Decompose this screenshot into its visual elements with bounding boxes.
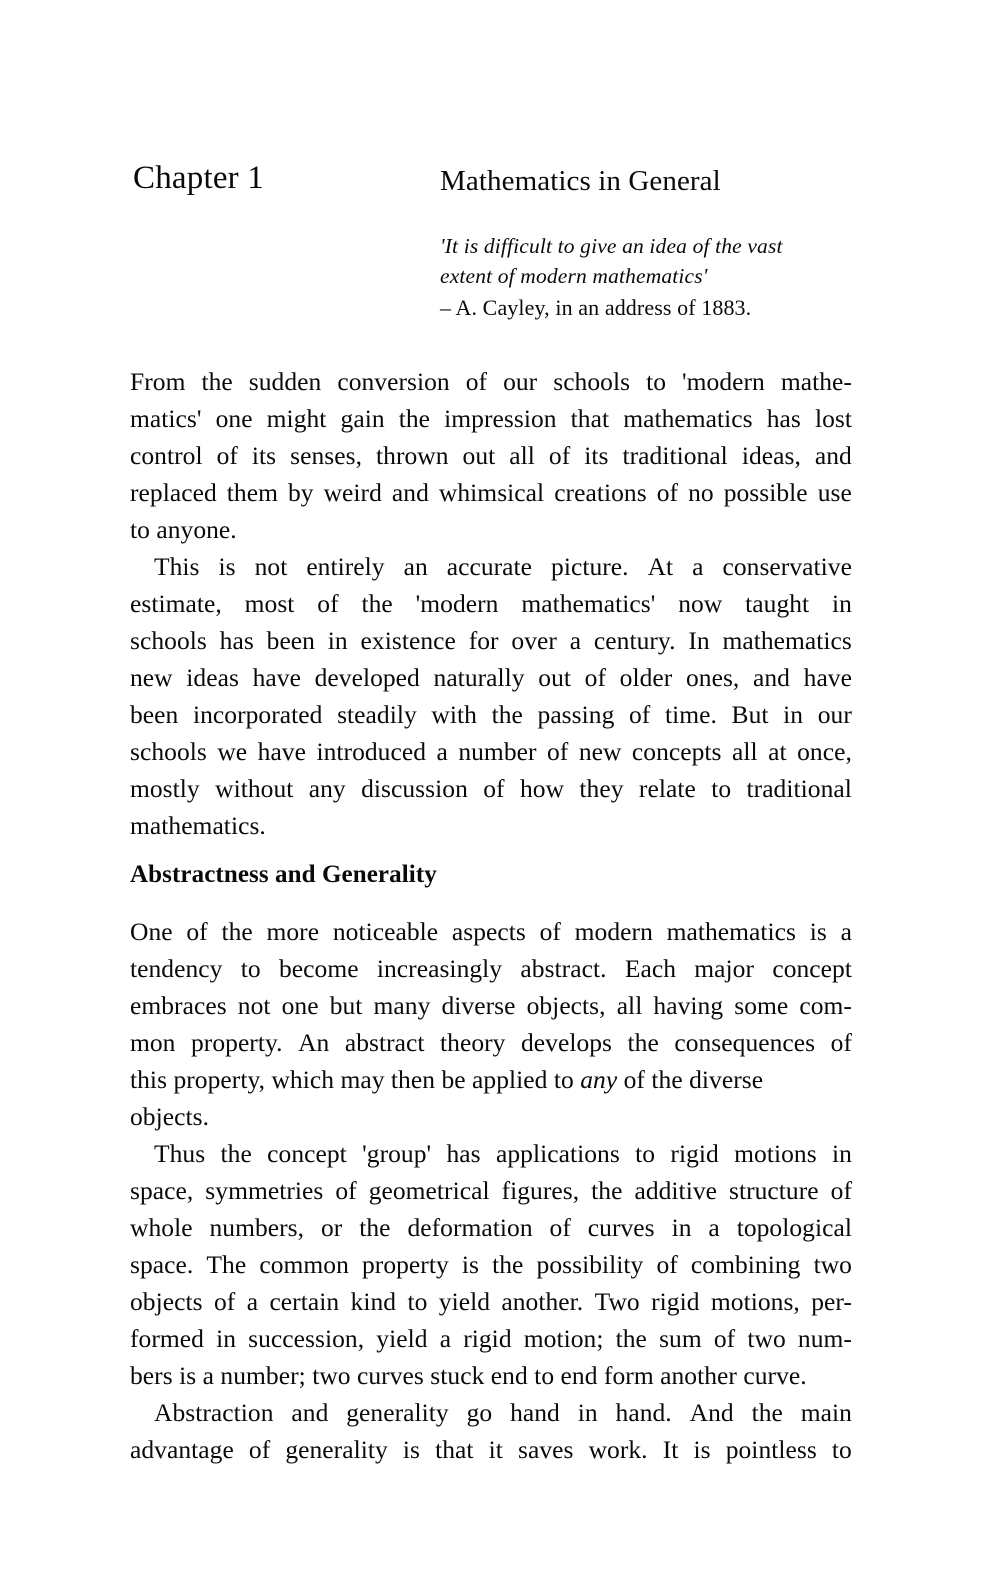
text-word: abstract bbox=[344, 1028, 425, 1057]
text-word: new bbox=[578, 737, 622, 766]
text-word: number bbox=[458, 737, 537, 766]
text-word: and bbox=[814, 441, 852, 470]
text-word: and bbox=[753, 663, 790, 692]
text-word: num- bbox=[797, 1324, 852, 1353]
epigraph-attribution: – A. Cayley, in an address of 1883. bbox=[440, 295, 752, 320]
text-word: them bbox=[226, 478, 278, 507]
text-word: to bbox=[711, 774, 732, 803]
text-word: And bbox=[689, 1398, 734, 1427]
text-word: property bbox=[361, 1250, 449, 1279]
paragraph bbox=[130, 548, 852, 844]
text-word: motions bbox=[734, 1139, 817, 1168]
text-word: space, bbox=[130, 1176, 194, 1205]
text-word: advantage bbox=[130, 1435, 234, 1464]
text-word: 'modern bbox=[415, 589, 499, 618]
text-word: One bbox=[130, 917, 173, 946]
text-word: abstract. bbox=[520, 954, 607, 983]
text-word: with bbox=[431, 700, 477, 729]
text-word: ideas bbox=[186, 663, 239, 692]
text-word: main bbox=[800, 1398, 852, 1427]
text-word: the bbox=[615, 1324, 647, 1353]
text-word: has bbox=[766, 404, 801, 433]
text-word: been bbox=[130, 700, 179, 729]
text-word: in bbox=[577, 1398, 598, 1427]
text-word: of bbox=[547, 737, 569, 766]
text-word: But bbox=[731, 700, 769, 729]
text-word: our bbox=[817, 700, 852, 729]
text-line bbox=[130, 363, 852, 400]
text-word: the bbox=[359, 1213, 391, 1242]
text-word: incorporated bbox=[192, 700, 323, 729]
text-word: it bbox=[488, 1435, 503, 1464]
text-word: mon bbox=[130, 1028, 176, 1057]
text-word: traditional bbox=[622, 441, 728, 470]
text-word: of bbox=[539, 917, 561, 946]
text-word: mathematics bbox=[623, 404, 753, 433]
body-text-lower bbox=[130, 913, 852, 1468]
text-line: bers is a number; two curves stuck end to end form another curve. bbox=[130, 1361, 807, 1390]
text-word: concepts bbox=[631, 737, 722, 766]
text-word: schools bbox=[553, 367, 631, 396]
text-word: theory bbox=[440, 1028, 506, 1057]
text-word: schools bbox=[130, 626, 207, 655]
text-word: ones, bbox=[685, 663, 740, 692]
text-word: major bbox=[694, 954, 755, 983]
text-line: mathematics. bbox=[130, 811, 266, 840]
text-line: objects. bbox=[130, 1102, 210, 1131]
text-word: that bbox=[570, 404, 610, 433]
text-word: whole bbox=[130, 1213, 193, 1242]
text-line bbox=[130, 1283, 852, 1320]
text-word: geometrical bbox=[368, 1176, 490, 1205]
text-word: existence bbox=[360, 626, 456, 655]
text-word: many bbox=[373, 991, 431, 1020]
text-word: thrown bbox=[376, 441, 449, 470]
text-word: aspects bbox=[451, 917, 526, 946]
text-word: creations bbox=[554, 478, 647, 507]
text-word: rigid bbox=[670, 1139, 719, 1168]
text-word: of bbox=[548, 441, 571, 470]
text-word: of bbox=[335, 1176, 357, 1205]
text-word: In bbox=[688, 626, 710, 655]
text-word: of bbox=[186, 917, 208, 946]
page-title: Mathematics in General bbox=[440, 165, 721, 197]
text-word: schools bbox=[130, 737, 207, 766]
text-word: any bbox=[308, 774, 346, 803]
text-word: hand. bbox=[615, 1398, 672, 1427]
text-word: impression bbox=[444, 404, 557, 433]
text-word: an bbox=[403, 552, 428, 581]
text-word: entirely bbox=[306, 552, 385, 581]
text-line bbox=[154, 548, 852, 585]
text-word: go bbox=[466, 1398, 493, 1427]
text-line bbox=[130, 1024, 852, 1061]
text-word: mathematics bbox=[666, 917, 797, 946]
text-word: and bbox=[391, 478, 429, 507]
text-word: naturally bbox=[433, 663, 525, 692]
text-word: diverse bbox=[441, 991, 516, 1020]
text-word: increasingly bbox=[376, 954, 503, 983]
text-word: kind bbox=[350, 1287, 397, 1316]
text-word: consequences bbox=[674, 1028, 816, 1057]
text-word: without bbox=[215, 774, 294, 803]
text-word: curves bbox=[587, 1213, 655, 1242]
text-word: of bbox=[830, 1176, 852, 1205]
text-word: is bbox=[693, 1435, 711, 1464]
text-word: one bbox=[281, 991, 319, 1020]
text-word: the bbox=[221, 917, 253, 946]
text-line bbox=[154, 1394, 852, 1431]
text-line bbox=[130, 987, 852, 1024]
text-word: control bbox=[130, 441, 203, 470]
text-word: concept bbox=[267, 1139, 347, 1168]
text-word: mathe- bbox=[780, 367, 852, 396]
text-word: picture. bbox=[551, 552, 629, 581]
chapter-label: Chapter 1 bbox=[133, 160, 265, 196]
text-word: develops bbox=[520, 1028, 613, 1057]
text-word: traditional bbox=[746, 774, 852, 803]
body-text-upper bbox=[130, 363, 852, 844]
text-word: two bbox=[813, 1250, 852, 1279]
text-word: its bbox=[251, 441, 277, 470]
text-word: a bbox=[708, 1213, 720, 1242]
text-word: property. bbox=[191, 1028, 283, 1057]
text-word: noticeable bbox=[332, 917, 439, 946]
text-word: whimsical bbox=[438, 478, 545, 507]
text-word: most bbox=[244, 589, 295, 618]
text-word: concept bbox=[772, 954, 852, 983]
text-word: rigid bbox=[651, 1287, 700, 1316]
text-word: by bbox=[287, 478, 314, 507]
text-word: estimate, bbox=[130, 589, 222, 618]
paragraph bbox=[130, 1394, 852, 1468]
text-word: to bbox=[635, 1139, 656, 1168]
text-word: all bbox=[509, 441, 535, 470]
text-word: pointless bbox=[725, 1435, 817, 1464]
epigraph-block bbox=[440, 231, 860, 323]
text-line bbox=[154, 1135, 852, 1172]
text-word: embraces bbox=[130, 991, 227, 1020]
text-word: to bbox=[240, 954, 261, 983]
text-word: applications bbox=[495, 1139, 620, 1168]
text-word: new bbox=[130, 663, 173, 692]
text-word: space. bbox=[130, 1250, 194, 1279]
text-word: Two bbox=[594, 1287, 640, 1316]
text-word: It bbox=[662, 1435, 679, 1464]
text-line bbox=[130, 400, 852, 437]
text-word: saves bbox=[518, 1435, 574, 1464]
text-word: use bbox=[817, 478, 852, 507]
text-word: of bbox=[465, 367, 488, 396]
text-word: is bbox=[218, 552, 236, 581]
text-word: generality bbox=[346, 1398, 449, 1427]
text-word: older bbox=[619, 663, 673, 692]
text-word: sudden bbox=[248, 367, 322, 396]
text-word: another. bbox=[501, 1287, 584, 1316]
text-word: all bbox=[732, 737, 758, 766]
text-word: of bbox=[830, 1028, 852, 1057]
text-word: numbers, bbox=[209, 1213, 305, 1242]
text-line bbox=[130, 1431, 852, 1468]
text-line bbox=[130, 437, 852, 474]
text-word: senses, bbox=[290, 441, 363, 470]
text-word: modern bbox=[574, 917, 653, 946]
text-word: been bbox=[266, 626, 315, 655]
text-word: over bbox=[511, 626, 557, 655]
text-line bbox=[130, 770, 852, 807]
text-word: ideas, bbox=[741, 441, 801, 470]
text-word: no bbox=[688, 478, 714, 507]
paragraph bbox=[130, 363, 852, 548]
text-line bbox=[130, 1246, 852, 1283]
text-word: the bbox=[361, 589, 393, 618]
text-word: two bbox=[747, 1324, 786, 1353]
text-word: The bbox=[206, 1250, 247, 1279]
text-word: conservative bbox=[722, 552, 852, 581]
text-word: possible bbox=[723, 478, 808, 507]
text-word: the bbox=[398, 404, 431, 433]
text-line bbox=[130, 585, 852, 622]
text-word: out bbox=[462, 441, 496, 470]
text-word: common bbox=[259, 1250, 349, 1279]
text-word: that bbox=[435, 1435, 474, 1464]
text-word: mathematics' bbox=[521, 589, 656, 618]
text-word: topological bbox=[736, 1213, 852, 1242]
text-line bbox=[130, 1209, 852, 1246]
text-word: generality bbox=[285, 1435, 388, 1464]
text-line bbox=[130, 1320, 852, 1357]
text-word: now bbox=[678, 589, 723, 618]
text-word: of bbox=[713, 1324, 736, 1353]
text-word: 'group' bbox=[362, 1139, 432, 1168]
text-word: the bbox=[201, 367, 233, 396]
text-word: how bbox=[519, 774, 565, 803]
text-word: have bbox=[252, 663, 301, 692]
text-word: the bbox=[751, 1398, 783, 1427]
text-word: gain bbox=[340, 404, 385, 433]
text-word: introduced bbox=[316, 737, 427, 766]
text-word: objects bbox=[130, 1287, 203, 1316]
text-word: is bbox=[402, 1435, 420, 1464]
text-word: steadily bbox=[337, 700, 417, 729]
text-word: have bbox=[257, 737, 306, 766]
text-word: lost bbox=[814, 404, 852, 433]
text-word: our bbox=[503, 367, 538, 396]
text-word: to bbox=[646, 367, 667, 396]
text-word: a bbox=[246, 1287, 259, 1316]
text-word: a bbox=[840, 917, 852, 946]
text-word: mathematics bbox=[722, 626, 852, 655]
text-word: This bbox=[154, 552, 200, 581]
text-word: all bbox=[616, 991, 643, 1020]
text-word: additive bbox=[634, 1176, 717, 1205]
text-word: Abstraction bbox=[154, 1398, 274, 1427]
text-word: have bbox=[803, 663, 852, 692]
text-line bbox=[130, 950, 852, 987]
text-word: the bbox=[492, 1250, 524, 1279]
text-word: taught bbox=[745, 589, 810, 618]
text-word: in bbox=[216, 1324, 237, 1353]
text-word: of bbox=[213, 1287, 236, 1316]
text-word: developed bbox=[314, 663, 420, 692]
epigraph-quote-line: 'It is difficult to give an idea of the vast bbox=[440, 234, 783, 258]
text-word: replaced bbox=[130, 478, 217, 507]
text-word: relate bbox=[638, 774, 696, 803]
text-word: we bbox=[217, 737, 248, 766]
text-word: combining bbox=[690, 1250, 801, 1279]
text-word: formed bbox=[130, 1324, 204, 1353]
text-word: its bbox=[584, 441, 609, 470]
text-word: From bbox=[130, 367, 186, 396]
text-word: a bbox=[436, 737, 448, 766]
text-word: is bbox=[461, 1250, 479, 1279]
text-word: motions, bbox=[710, 1287, 800, 1316]
text-word: has bbox=[446, 1139, 481, 1168]
text-word: of bbox=[656, 1250, 678, 1279]
text-word: become bbox=[278, 954, 359, 983]
text-word: in bbox=[327, 626, 348, 655]
text-word: some bbox=[734, 991, 789, 1020]
text-word: has bbox=[219, 626, 254, 655]
text-word: the bbox=[627, 1028, 659, 1057]
text-word: the bbox=[491, 700, 523, 729]
text-word: in bbox=[832, 1139, 852, 1168]
text-line bbox=[130, 733, 852, 770]
text-line: to anyone. bbox=[130, 515, 237, 544]
text-word: the bbox=[220, 1139, 252, 1168]
text-word: yield bbox=[438, 1287, 491, 1316]
text-word: not bbox=[254, 552, 288, 581]
text-word: conversion bbox=[337, 367, 450, 396]
text-word: of bbox=[549, 1213, 571, 1242]
text-word: time. bbox=[664, 700, 717, 729]
text-line: this property, which may then be applied to any of the diverse bbox=[130, 1065, 764, 1094]
text-word: of bbox=[248, 1435, 271, 1464]
text-line bbox=[130, 474, 852, 511]
text-word: hand bbox=[510, 1398, 560, 1427]
text-word: having bbox=[653, 991, 724, 1020]
text-word: in bbox=[671, 1213, 692, 1242]
text-word: more bbox=[266, 917, 320, 946]
text-word: weird bbox=[323, 478, 382, 507]
text-word: Thus bbox=[154, 1139, 206, 1168]
text-word: of bbox=[483, 774, 505, 803]
text-word: passing bbox=[537, 700, 615, 729]
text-word: deformation bbox=[407, 1213, 533, 1242]
epigraph-quote-line: extent of modern mathematics' bbox=[440, 264, 708, 288]
section-heading: Abstractness and Generality bbox=[130, 861, 437, 888]
text-line bbox=[130, 696, 852, 733]
text-word: Each bbox=[624, 954, 676, 983]
text-word: is bbox=[809, 917, 827, 946]
text-word: figures, bbox=[501, 1176, 580, 1205]
text-word: tendency bbox=[130, 954, 223, 983]
text-word: matics' bbox=[130, 404, 202, 433]
text-word: discussion bbox=[361, 774, 468, 803]
text-word: to bbox=[831, 1435, 852, 1464]
text-line bbox=[130, 622, 852, 659]
text-word: motion; bbox=[523, 1324, 604, 1353]
text-word: of bbox=[317, 589, 339, 618]
text-word: out bbox=[538, 663, 572, 692]
text-word: in bbox=[783, 700, 804, 729]
text-word: symmetries bbox=[205, 1176, 324, 1205]
text-word: structure bbox=[728, 1176, 819, 1205]
text-word: com- bbox=[799, 991, 852, 1020]
text-word: At bbox=[647, 552, 674, 581]
text-word: 'modern bbox=[682, 367, 765, 396]
text-word: for bbox=[468, 626, 499, 655]
text-line bbox=[130, 913, 852, 950]
text-word: one bbox=[215, 404, 253, 433]
text-word: certain bbox=[269, 1287, 340, 1316]
text-word: of bbox=[656, 478, 679, 507]
text-word: accurate bbox=[446, 552, 533, 581]
text-word: in bbox=[832, 589, 852, 618]
text-word: they bbox=[579, 774, 624, 803]
text-word: or bbox=[320, 1213, 343, 1242]
text-word: succession, bbox=[248, 1324, 365, 1353]
text-word: at bbox=[768, 737, 787, 766]
text-line bbox=[130, 659, 852, 696]
text-word: yield bbox=[376, 1324, 428, 1353]
text-word: sum bbox=[659, 1324, 702, 1353]
text-word: of bbox=[629, 700, 651, 729]
text-word: of bbox=[216, 441, 238, 470]
text-word: possibility bbox=[536, 1250, 644, 1279]
text-word: objects, bbox=[526, 991, 606, 1020]
text-word: An bbox=[298, 1028, 330, 1057]
text-word: century. bbox=[593, 626, 676, 655]
text-word: might bbox=[266, 404, 327, 433]
text-line bbox=[130, 1172, 852, 1209]
text-word: of bbox=[584, 663, 607, 692]
text-word: work. bbox=[588, 1435, 648, 1464]
text-word: rigid bbox=[463, 1324, 512, 1353]
text-word: per- bbox=[811, 1287, 852, 1316]
text-word: to bbox=[407, 1287, 428, 1316]
text-word: a bbox=[439, 1324, 452, 1353]
text-word: once, bbox=[797, 737, 852, 766]
paragraph bbox=[130, 913, 852, 1135]
text-word: and bbox=[291, 1398, 329, 1427]
text-word: a bbox=[569, 626, 582, 655]
text-word: mostly bbox=[130, 774, 200, 803]
paragraph bbox=[130, 1135, 852, 1394]
text-word: not bbox=[237, 991, 271, 1020]
text-word: but bbox=[329, 991, 363, 1020]
text-word: a bbox=[692, 552, 704, 581]
text-word: the bbox=[591, 1176, 623, 1205]
